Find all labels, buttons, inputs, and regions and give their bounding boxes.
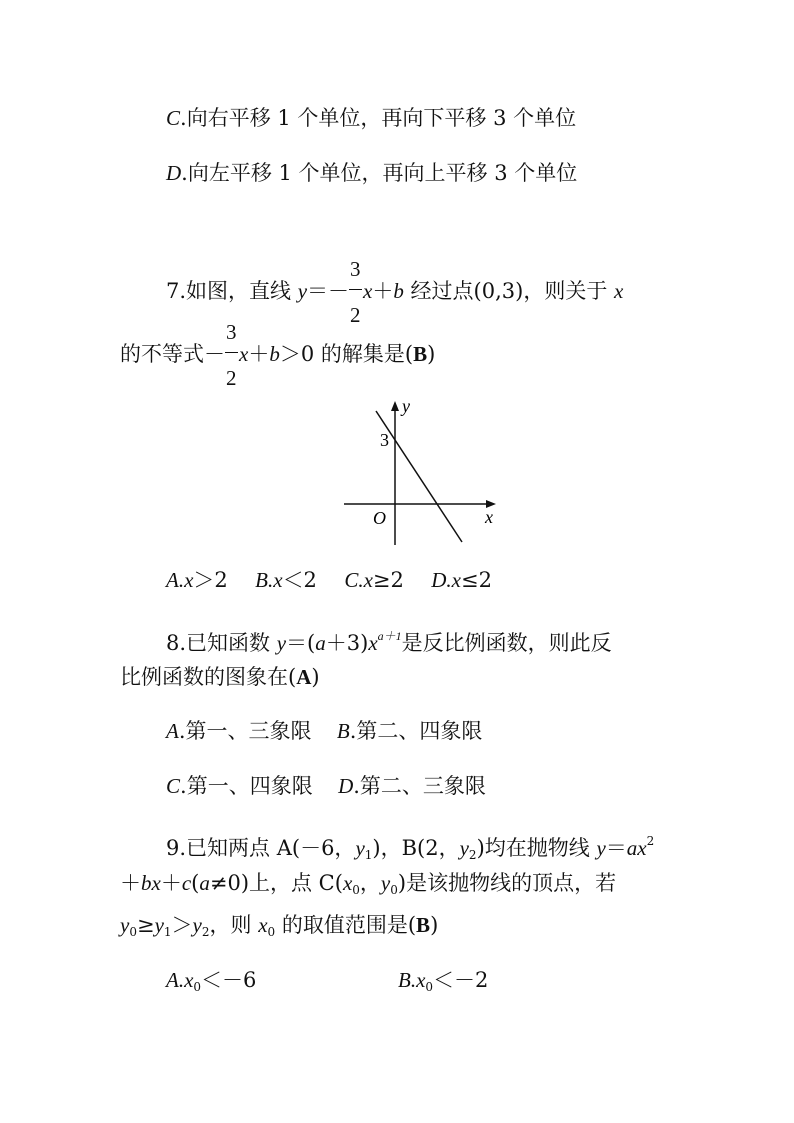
subscript: 1 <box>364 848 373 862</box>
var-x: x <box>342 871 353 895</box>
q7-stem-line2 <box>120 320 436 390</box>
option-var: .x <box>410 968 426 992</box>
option-text: .第一、三象限 <box>178 719 312 743</box>
option-text: ＞2 <box>193 568 228 592</box>
equals: ＝ <box>605 836 627 860</box>
var-y: y <box>120 913 130 937</box>
q9-text: ( <box>191 871 200 895</box>
q9-option-b <box>398 966 488 1001</box>
var-b: b <box>269 342 280 366</box>
var-y: y <box>380 871 391 895</box>
q7-text: 经过点(0,3)，则关于 <box>403 279 615 303</box>
option-text: .第一、四象限 <box>180 774 313 798</box>
plus3: ＋3) <box>325 631 369 655</box>
option-text: ＜－2 <box>433 968 489 992</box>
q9-text: )，B(2， <box>372 836 460 860</box>
subscript: 1 <box>163 925 172 939</box>
q9-text: ，则 <box>209 913 259 937</box>
var-x: x <box>614 279 624 303</box>
q8-text: 是反比例函数，则此反 <box>401 631 612 655</box>
option-var: .x <box>358 568 373 592</box>
var-x: x <box>239 342 249 366</box>
q9-text: )是该抛物线的顶点，若 <box>397 871 617 895</box>
var-y: y <box>154 913 164 937</box>
var-y: y <box>192 913 202 937</box>
option-letter: C <box>166 106 181 130</box>
option-letter: B <box>398 968 411 992</box>
fraction <box>225 320 239 390</box>
option-letter: D <box>338 774 354 798</box>
fraction-denominator: 2 <box>350 303 361 327</box>
close-paren: ) <box>427 342 436 366</box>
y-axis-arrow <box>391 401 399 411</box>
equals: ＝－ <box>307 279 350 303</box>
option-letter: C <box>166 774 181 798</box>
origin-label: O <box>373 508 386 528</box>
q8-answer: A <box>296 665 312 689</box>
var-y: y <box>297 279 308 303</box>
subscript: 2 <box>468 848 477 862</box>
q9-text: 的取值范围是( <box>275 913 417 937</box>
q9-answer: B <box>416 913 431 937</box>
var-a: a <box>199 871 210 895</box>
option-text: .向右平移 1 个单位，再向下平移 3 个单位 <box>180 106 577 130</box>
q7-text: 的不等式－ <box>120 342 225 366</box>
var-y: y <box>459 836 469 860</box>
fraction <box>349 257 363 327</box>
var-x: x <box>363 279 373 303</box>
q8-stem-line1 <box>166 622 612 657</box>
q7-text: ＞0 的解集是( <box>279 342 414 366</box>
option-var: .x <box>267 568 283 592</box>
ge: ≥ <box>136 913 155 937</box>
gt: ＞ <box>171 913 193 937</box>
fraction-bar <box>349 289 362 290</box>
option-letter: A <box>166 719 179 743</box>
option-letter: D <box>166 161 182 185</box>
q7-answer: B <box>413 342 428 366</box>
option-text: ＜－6 <box>201 968 257 992</box>
superscript: 2 <box>646 834 655 848</box>
q8-options-row2 <box>166 772 486 800</box>
option-letter: D <box>431 568 447 592</box>
option-letter: B <box>255 568 268 592</box>
var-a: a <box>315 631 326 655</box>
var-b: b <box>393 279 404 303</box>
q9-stem-line3 <box>120 911 438 946</box>
option-text: ＜2 <box>282 568 317 592</box>
var-y: y <box>276 631 287 655</box>
q7-stem-line1 <box>166 257 624 327</box>
option-text: .第二、三象限 <box>353 774 486 798</box>
q9-stem-line2 <box>120 869 616 904</box>
fraction-numerator: 3 <box>350 257 361 281</box>
var-y: y <box>596 836 606 860</box>
subscript: 0 <box>425 980 434 994</box>
var-y: y <box>355 836 365 860</box>
option-letter: B <box>336 719 350 743</box>
q9-text: ≠0)上，点 C( <box>209 871 343 895</box>
subscript: 2 <box>201 925 210 939</box>
q8-text: 8.已知函数 <box>166 631 277 655</box>
plus: ＋ <box>372 279 394 303</box>
plus: ＋ <box>248 342 270 366</box>
option-var: .x <box>446 568 461 592</box>
q9-option-a <box>166 966 256 1001</box>
option-text: ≤2 <box>461 568 492 592</box>
option-text: .向左平移 1 个单位，再向上平移 3 个单位 <box>181 161 578 185</box>
close-paren: ) <box>430 913 439 937</box>
q8-text: 比例函数的图象在( <box>120 665 297 689</box>
option-text: .第二、四象限 <box>349 719 483 743</box>
q9-stem-line1 <box>166 827 654 869</box>
subscript: 0 <box>390 883 398 897</box>
q6-option-c <box>166 104 576 132</box>
var-c: c <box>181 871 192 895</box>
option-var: .x <box>178 568 194 592</box>
fraction-numerator: 3 <box>226 320 237 344</box>
option-text: ≥2 <box>372 568 404 592</box>
q9-text: ＋ <box>120 871 141 895</box>
y-intercept-label: 3 <box>380 430 389 450</box>
y-axis-label: y <box>402 396 410 416</box>
fraction-bar <box>225 352 238 353</box>
q7-text: 7.如图，直线 <box>166 279 298 303</box>
option-letter: C <box>344 568 359 592</box>
subscript: 0 <box>267 925 276 939</box>
var-x: x <box>368 631 378 655</box>
option-letter: A <box>166 968 179 992</box>
close-paren: ) <box>311 665 320 689</box>
q6-option-d <box>166 159 577 187</box>
option-var: .x <box>178 968 194 992</box>
q9-text: ＋ <box>160 871 182 895</box>
subscript: 0 <box>352 883 360 897</box>
q9-text: 9.已知两点 A(－6， <box>166 836 356 860</box>
subscript: 0 <box>129 925 137 939</box>
q7-options <box>166 566 492 594</box>
option-letter: A <box>166 568 179 592</box>
q9-text: ， <box>359 871 381 895</box>
q8-options-row1 <box>166 717 482 745</box>
q9-text: )均在抛物线 <box>476 836 597 860</box>
var-x: x <box>258 913 268 937</box>
subscript: 0 <box>193 980 202 994</box>
fraction-denominator: 2 <box>226 366 237 390</box>
equals: ＝( <box>286 631 316 655</box>
exponent: a＋1 <box>377 629 402 643</box>
q8-stem-line2 <box>120 663 320 691</box>
q7-graph <box>340 395 510 550</box>
x-axis-label: x <box>485 507 493 527</box>
var-bx: bx <box>141 871 161 895</box>
var-ax: ax <box>626 836 647 860</box>
